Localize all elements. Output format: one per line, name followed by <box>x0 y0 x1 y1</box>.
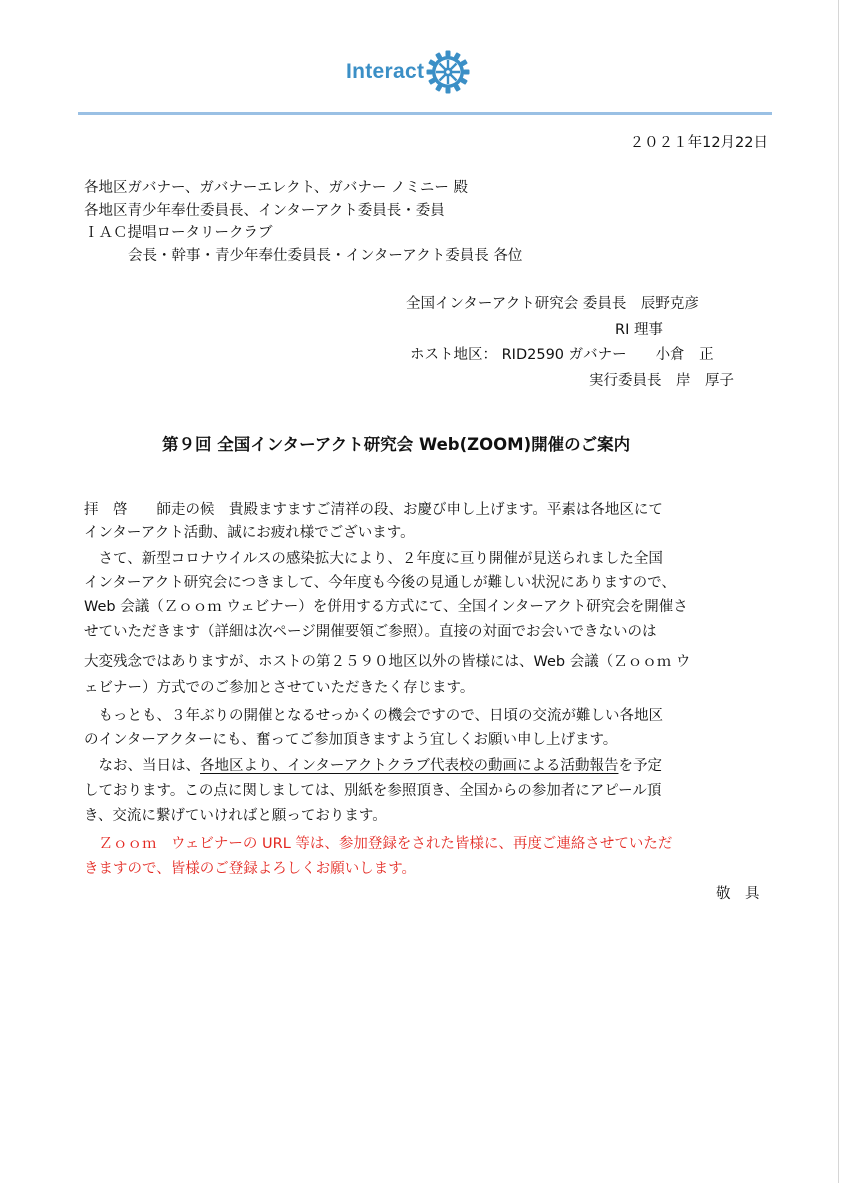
body-line: ェビナー）方式でのご参加とさせていただきたく存じます。 <box>84 680 475 696</box>
addressee-line: 各地区ガバナー、ガバナーエレクト、ガバナー ノミニー 殿 <box>84 180 469 196</box>
body-line: Web 会議（Ｚｏｏｍ ウェビナー）を併用する方式にて、全国インターアクト研究会を開催さ <box>84 599 688 615</box>
body-line <box>84 756 662 776</box>
body-line: もっとも、３年ぶりの開催となるせっかくの機会ですので、日頃の交流が難しい各地区 <box>84 708 663 724</box>
document-date: ２０２１年12月22日 <box>629 135 768 151</box>
sender-line: 全国インターアクト研究会 委員長 辰野克彦 <box>406 296 699 312</box>
sender-line: ホスト地区： RID2590 ガバナー 小倉 正 <box>410 347 714 363</box>
zoom-notice-line: Ｚｏｏｍ ウェビナーの URL 等は、参加登録をされた皆様に、再度ご連絡させていただ <box>84 836 673 852</box>
body-line: しております。この点に関しましては、別紙を参照頂き、全国からの参加者にアピール頂 <box>84 783 662 799</box>
addressee-line: 各地区青少年奉仕委員長、インターアクト委員長・委員 <box>84 203 445 219</box>
body-line: せていただきます（詳細は次ページ開催要領ご参照）。直接の対面でお会いできないのは <box>84 624 657 640</box>
sender-line: RI 理事 <box>615 322 663 338</box>
rotary-gear-icon <box>426 50 470 94</box>
interact-logo <box>346 48 470 96</box>
body-line: き、交流に繋げていければと願っております。 <box>84 808 387 824</box>
body-line: 拝 啓 師走の候 貴殿ますますご清祥の段、お慶び申し上げます。平素は各地区にて <box>84 502 663 518</box>
body-text: を予定 <box>618 758 662 774</box>
addressee-line: 会長・幹事・青少年奉仕委員長・インターアクト委員長 各位 <box>128 248 523 264</box>
body-line: インターアクト活動、誠にお疲れ様でございます。 <box>84 525 415 541</box>
sender-line: 実行委員長 岸 厚子 <box>589 373 734 389</box>
body-line: インターアクト研究会につきまして、今年度も今後の見通しが難しい状況にありますので、 <box>84 575 676 591</box>
body-line: 大変残念ではありますが、ホストの第２５９０地区以外の皆様には、Web 会議（Ｚｏｏｍ ウ <box>84 654 691 670</box>
page-edge <box>838 0 858 1183</box>
underlined-activity-report: 各地区より、インターアクトクラブ代表校の動画による活動報告 <box>200 758 619 774</box>
logo-text: Interact <box>346 60 425 83</box>
body-line: さて、新型コロナウイルスの感染拡大により、２年度に亘り開催が見送られました全国 <box>84 551 663 567</box>
header-divider <box>78 112 772 115</box>
closing-keigu: 敬 具 <box>716 886 760 902</box>
body-line: のインターアクターにも、奮ってご参加頂きますよう宜しくお願い申し上げます。 <box>84 732 618 748</box>
body-text: なお、当日は、 <box>84 758 200 774</box>
zoom-notice-line: きますので、皆様のご登録よろしくお願いします。 <box>84 861 417 877</box>
document-title: 第９回 全国インターアクト研究会 Web(ZOOM)開催のご案内 <box>162 435 631 454</box>
addressee-line: ＩＡＣ提唱ロータリークラブ <box>84 225 273 241</box>
